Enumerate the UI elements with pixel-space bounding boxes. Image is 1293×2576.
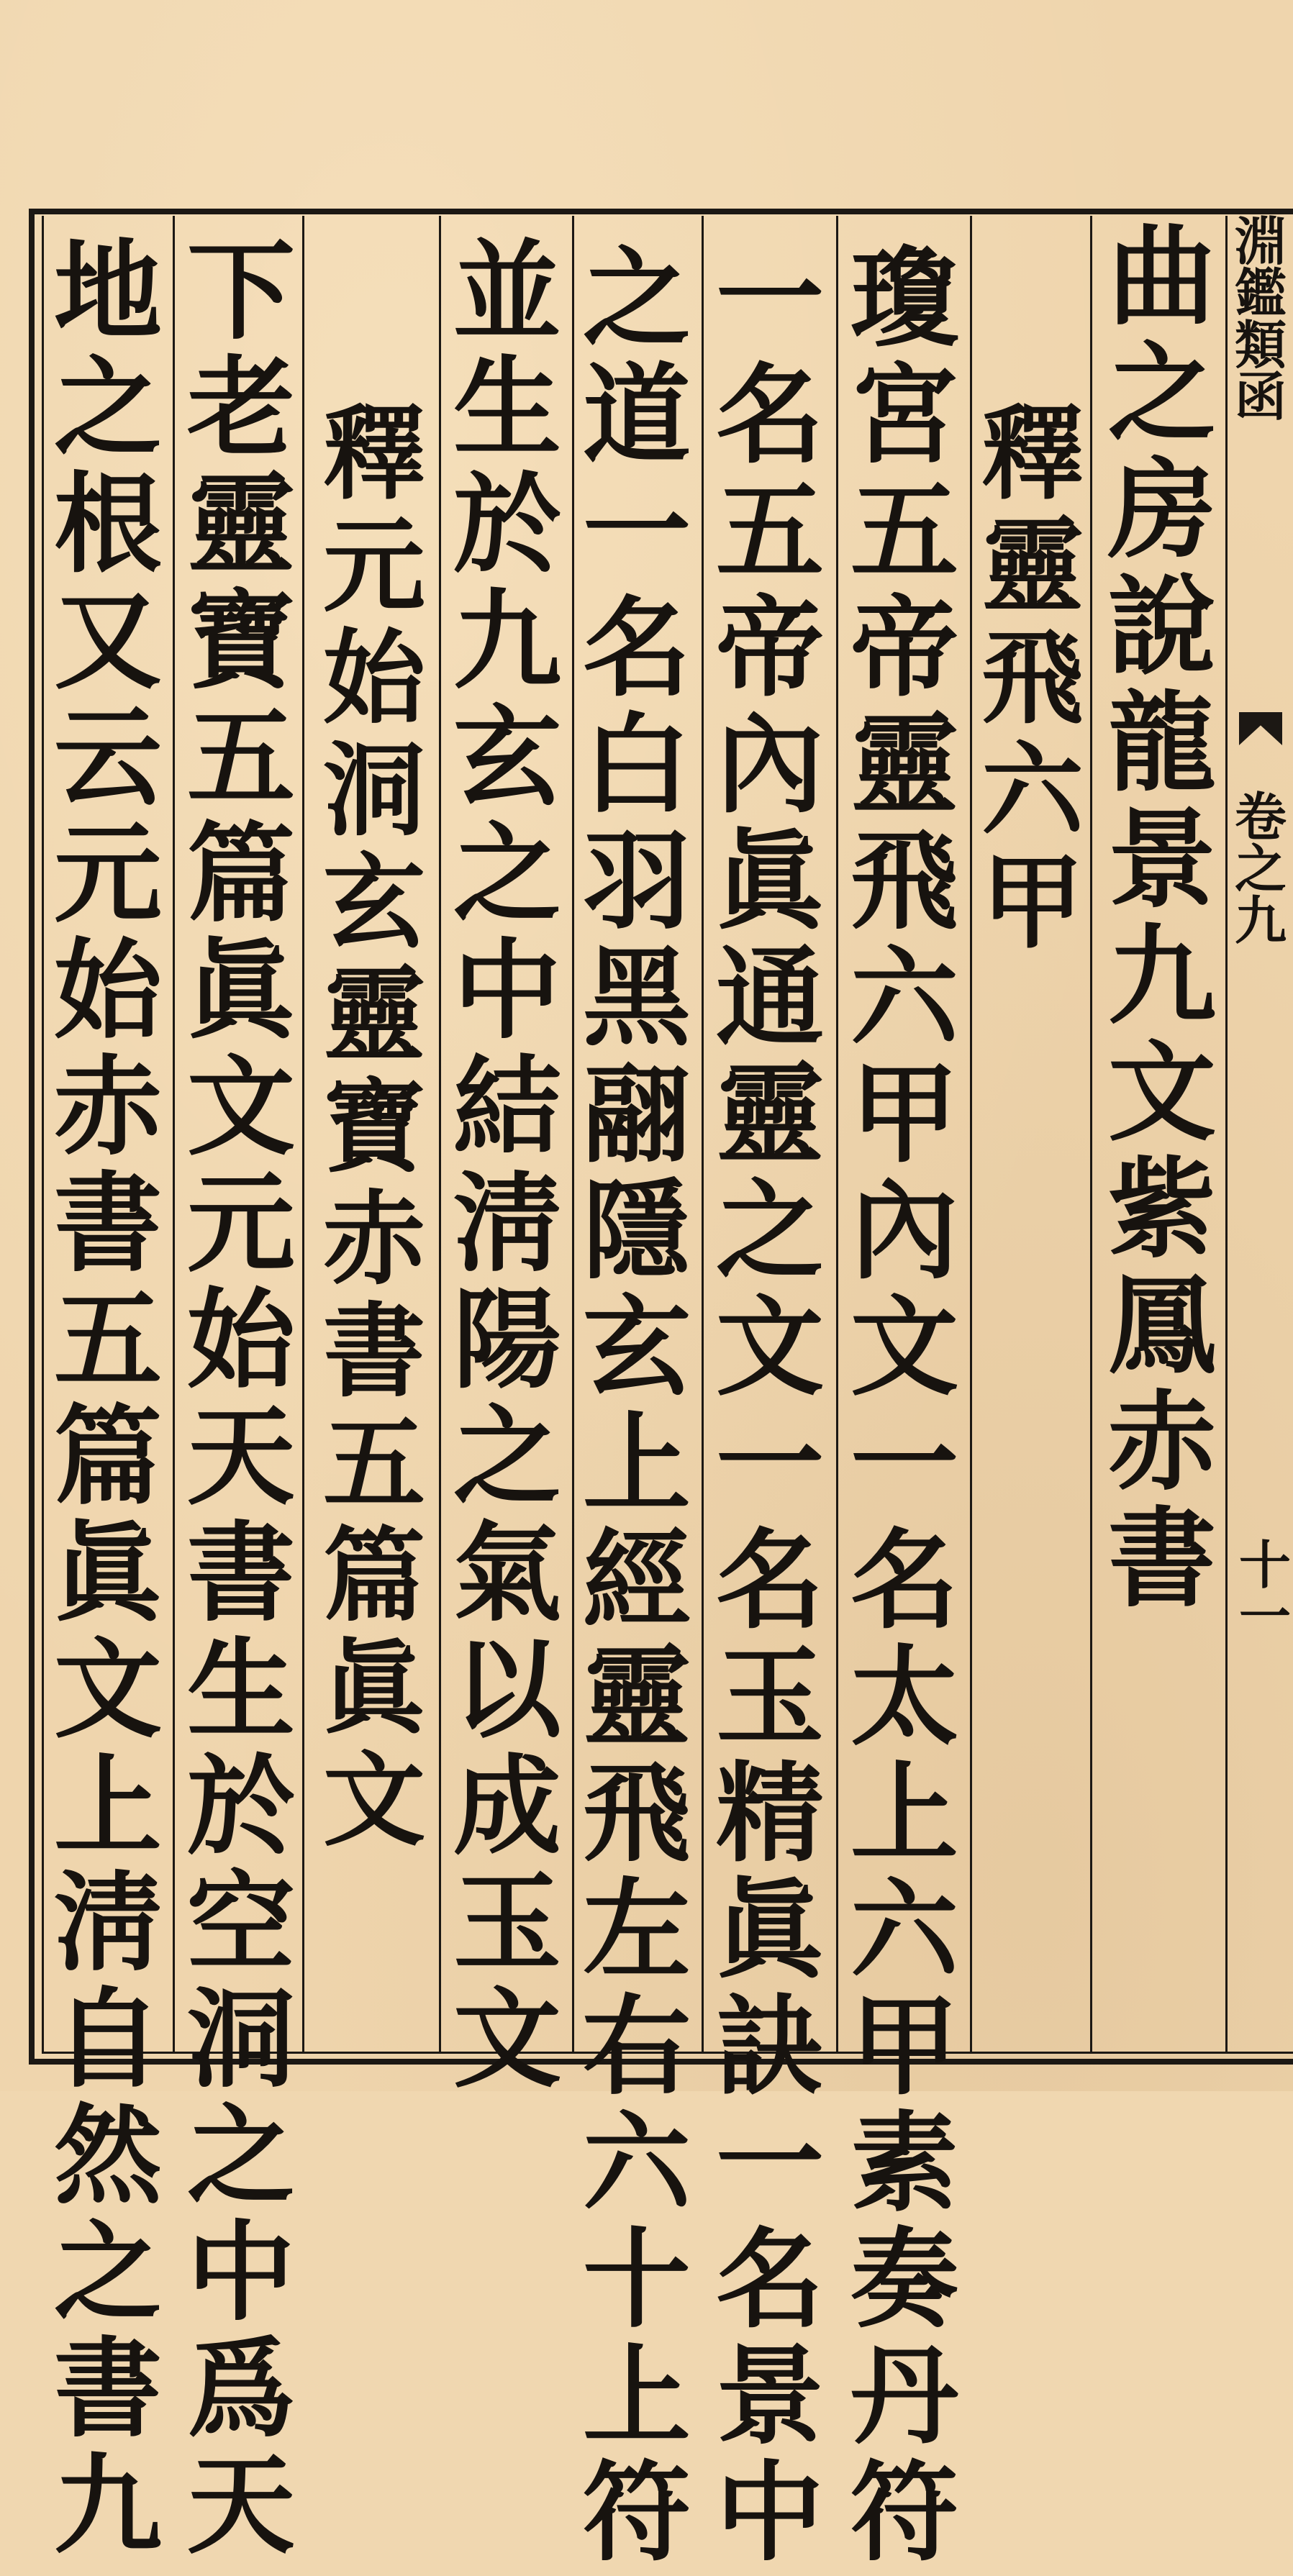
character: 生 [453, 345, 561, 471]
character: 始 [323, 619, 425, 738]
character: 符 [582, 2449, 691, 2576]
character: 天 [186, 2442, 295, 2569]
character: 赤 [53, 1044, 162, 1170]
character: 始 [186, 1277, 295, 1403]
character: 上 [53, 1743, 162, 1870]
character: 之 [53, 2209, 162, 2336]
character: 赤 [323, 1180, 425, 1299]
text-column-3 [847, 235, 962, 2576]
character: 中 [186, 2209, 295, 2336]
character: 道 [582, 352, 691, 478]
character: 鑑 [1234, 263, 1287, 324]
character: 篇 [323, 1516, 425, 1636]
character: 名 [715, 2216, 824, 2343]
character: 於 [453, 461, 561, 588]
character: 元 [53, 811, 162, 937]
character: 玄 [323, 843, 425, 962]
column-rule [173, 216, 175, 2054]
character: 經 [582, 1517, 691, 1644]
character: 生 [186, 1626, 295, 1753]
character: 文 [186, 1044, 295, 1170]
character: 云 [53, 694, 162, 821]
character: 文 [453, 1976, 561, 2103]
character: 並 [453, 228, 561, 355]
character: 六 [582, 2100, 691, 2226]
character: 六 [981, 731, 1084, 850]
character: 六 [850, 1867, 958, 1993]
character: 內 [850, 1168, 958, 1294]
character: 根 [53, 461, 162, 588]
character: 通 [715, 934, 824, 1061]
character: 寶 [186, 578, 295, 704]
character: 文 [1107, 1029, 1216, 1156]
margin-volume [1232, 786, 1289, 951]
character: 符 [850, 2449, 958, 2576]
character: 一 [1238, 1586, 1291, 1647]
character: 書 [53, 1160, 162, 1287]
character: 洞 [323, 731, 425, 850]
character: 靈 [850, 701, 958, 828]
character: 中 [715, 2449, 824, 2576]
character: 洞 [186, 1976, 295, 2103]
character: 鳳 [1107, 1262, 1216, 1389]
character: 九 [1234, 890, 1287, 951]
text-column-1 [1104, 214, 1220, 1622]
character: 靈 [323, 955, 425, 1075]
character: 九 [53, 2442, 162, 2569]
character: 眞 [323, 1629, 425, 1748]
character: 內 [715, 701, 824, 828]
character: 書 [1107, 1496, 1216, 1622]
character: 文 [323, 1741, 425, 1860]
character: 陽 [453, 1277, 561, 1403]
character: 五 [186, 694, 295, 821]
character: 甲 [850, 1983, 958, 2110]
character: 名 [850, 1517, 958, 1644]
character: 元 [323, 506, 425, 626]
character: 左 [582, 1867, 691, 1993]
character: 眞 [715, 818, 824, 945]
character: 十 [1238, 1534, 1291, 1596]
character: 十 [582, 2216, 691, 2343]
character: 玉 [715, 1634, 824, 1760]
text-column-4 [712, 235, 827, 2576]
character: 一 [715, 235, 824, 362]
character: 書 [53, 2326, 162, 2452]
character: 玉 [453, 1860, 561, 1986]
character: 隱 [582, 1168, 691, 1294]
character: 白 [582, 701, 691, 828]
character: 右 [582, 1983, 691, 2110]
character: 玄 [453, 694, 561, 821]
column-rule [439, 216, 441, 2054]
character: 一 [582, 468, 691, 595]
character: 爲 [186, 2326, 295, 2452]
character: 以 [453, 1626, 561, 1753]
character: 地 [53, 228, 162, 355]
character: 文 [850, 1284, 958, 1411]
character: 景 [715, 2333, 824, 2459]
character: 玄 [582, 1284, 691, 1411]
character: 眞 [53, 1510, 162, 1637]
character: 又 [53, 578, 162, 704]
character: 然 [53, 2093, 162, 2219]
character: 自 [53, 1976, 162, 2103]
character: 之 [53, 345, 162, 471]
character: 之 [1107, 330, 1216, 457]
character: 九 [453, 578, 561, 704]
character: 六 [850, 934, 958, 1061]
character: 羽 [582, 818, 691, 945]
character: 飛 [981, 619, 1084, 738]
character: 函 [1234, 366, 1287, 427]
character: 成 [453, 1743, 561, 1870]
character: 書 [186, 1510, 295, 1637]
character: 篇 [186, 811, 295, 937]
character: 之 [582, 235, 691, 362]
character: 釋 [981, 394, 1084, 514]
character: 甲 [981, 843, 1084, 962]
character: 甲 [850, 1051, 958, 1178]
character: 五 [323, 1404, 425, 1524]
character: 一 [715, 2100, 824, 2226]
character: 元 [186, 1160, 295, 1287]
character: 之 [715, 1168, 824, 1294]
character: 名 [582, 585, 691, 711]
character: 龍 [1107, 680, 1216, 806]
character: 宮 [850, 352, 958, 478]
character: 天 [186, 1393, 295, 1520]
character: 太 [850, 1634, 958, 1760]
character: 眞 [715, 1867, 824, 1993]
character: 之 [453, 1393, 561, 1520]
character: 赤 [1107, 1379, 1216, 1506]
character: 靈 [582, 1634, 691, 1760]
column-rule [302, 216, 304, 2054]
character: 卷 [1234, 786, 1287, 847]
character: 素 [850, 2100, 958, 2226]
character: 靈 [981, 506, 1084, 626]
character: 翮 [582, 1051, 691, 1178]
character: 之 [453, 811, 561, 937]
character: 類 [1234, 314, 1287, 376]
column-rule [702, 216, 704, 2054]
character: 五 [715, 468, 824, 595]
character: 名 [715, 352, 824, 478]
character: 精 [715, 1750, 824, 1877]
character: 於 [186, 1743, 295, 1870]
character: 氣 [453, 1510, 561, 1637]
character: 五 [53, 1277, 162, 1403]
character: 黑 [582, 934, 691, 1061]
text-column-8 [183, 228, 299, 2569]
character: 奏 [850, 2216, 958, 2343]
text-column-5 [579, 235, 694, 2576]
text-column-6 [450, 228, 565, 2103]
character: 眞 [186, 927, 295, 1054]
character: 帝 [850, 585, 958, 711]
character: 名 [715, 1517, 824, 1644]
text-column-2 [979, 394, 1086, 964]
column-rule [836, 216, 838, 2054]
character: 五 [850, 468, 958, 595]
character: 空 [186, 1860, 295, 1986]
character: 篇 [53, 1393, 162, 1520]
character: 淵 [1234, 211, 1287, 272]
margin-title [1232, 211, 1289, 427]
character: 文 [53, 1626, 162, 1753]
character: 一 [715, 1401, 824, 1527]
character: 景 [1107, 796, 1216, 923]
character: 紫 [1107, 1146, 1216, 1273]
character: 下 [186, 228, 295, 355]
character: 房 [1107, 447, 1216, 573]
character: 淸 [453, 1160, 561, 1287]
character: 始 [53, 927, 162, 1054]
character: 靈 [715, 1051, 824, 1178]
character: 一 [850, 1401, 958, 1527]
text-column-7 [320, 394, 428, 1862]
character: 寶 [323, 1068, 425, 1187]
character: 飛 [582, 1750, 691, 1877]
column-rule [572, 216, 574, 2054]
column-rule [1090, 216, 1092, 2054]
character: 之 [186, 2093, 295, 2219]
character: 書 [323, 1292, 425, 1411]
character: 九 [1107, 913, 1216, 1039]
character: 丹 [850, 2333, 958, 2459]
margin-leaf-number [1236, 1534, 1293, 1647]
character: 上 [850, 1750, 958, 1877]
character: 帝 [715, 585, 824, 711]
character: 淸 [53, 1860, 162, 1986]
character: 說 [1107, 563, 1216, 690]
character: 之 [1234, 838, 1287, 899]
character: 中 [453, 927, 561, 1054]
character: 文 [715, 1284, 824, 1411]
character: 老 [186, 345, 295, 471]
character: 曲 [1107, 214, 1216, 340]
character: 上 [582, 2333, 691, 2459]
character: 飛 [850, 818, 958, 945]
column-rule [970, 216, 972, 2054]
character: 靈 [186, 461, 295, 588]
character: 結 [453, 1044, 561, 1170]
character: 釋 [323, 394, 425, 514]
character: 上 [582, 1401, 691, 1527]
character: 瓊 [850, 235, 958, 362]
margin-rule [1225, 216, 1228, 2054]
text-column-9 [50, 228, 165, 2569]
character: 訣 [715, 1983, 824, 2110]
